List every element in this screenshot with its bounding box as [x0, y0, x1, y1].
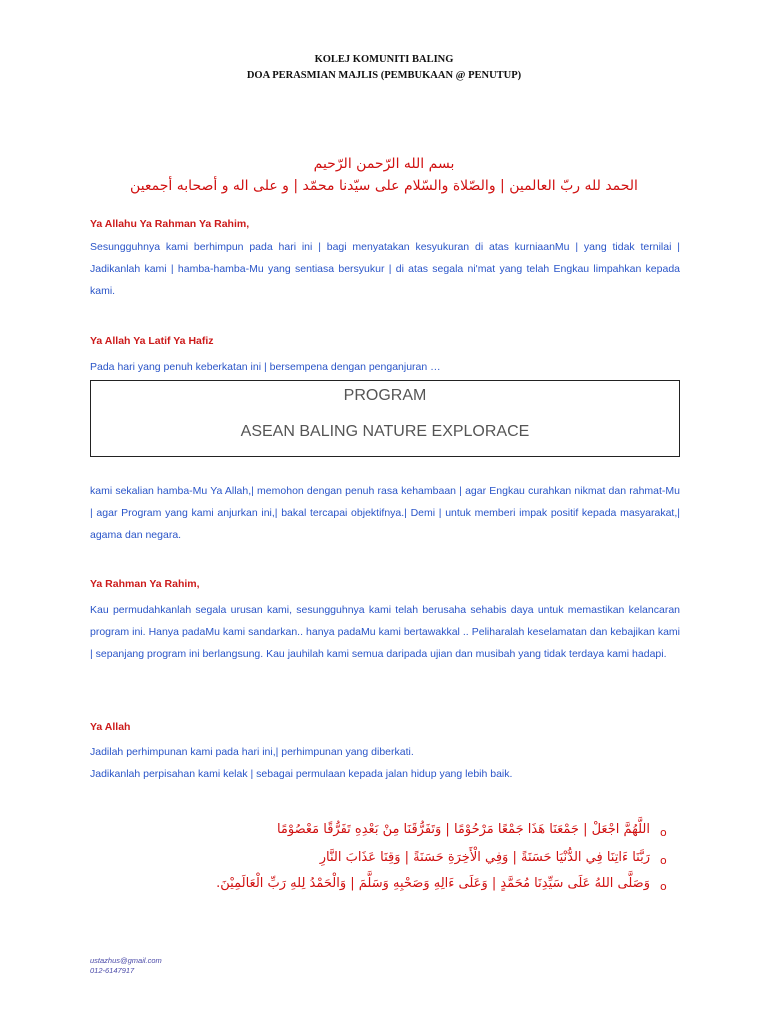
closing-dua-3: وَصَلَّى اللهُ عَلَى سَيِّدِنَا مُحَمَّدٍ | وَعَلَى ءَالِهِ وَصَحْبِهِ وَسَلَّمَ | وَالْحَمْدُ لِلهِ رَبِّ الْعَالَمِيْنَ. — [216, 876, 650, 891]
bullet-icon: o — [660, 826, 667, 839]
program-label: PROGRAM — [343, 387, 427, 404]
section4-line1: Jadilah perhimpunan kami pada hari ini,| perhimpunan yang diberkati. — [90, 746, 414, 758]
footer-email: ustazhus@gmail.com — [90, 956, 162, 965]
closing-dua-2: رَبَّنَا ءَاتِنَا فِي الدُّنْيَا حَسَنَةً | وَفِي الْأَخِرَةِ حَسَنَةً | وَقِنَا عَذَابَ النَّارِ — [319, 850, 650, 865]
section1-heading: Ya Allahu Ya Rahman Ya Rahim, — [90, 218, 250, 230]
bullet-icon: o — [660, 854, 667, 867]
college-name: KOLEJ KOMUNITI BALING — [314, 54, 454, 65]
after-box-text: kami sekalian hamba-Mu Ya Allah,| memohon dengan penuh rasa kehambaan | agar Engkau curahkan nikmat dan rahmat-Mu | agar Program yang kami anjurkan ini,| bakal tercapai objektifnya.| Demi | untuk memberi impak positif kepada masyarakat,| agama dan negara. — [90, 485, 680, 541]
basmala: بسم الله الرّحمن الرّحيم — [313, 156, 455, 172]
document-title: DOA PERASMIAN MAJLIS (PEMBUKAAN @ PENUTUP) — [246, 70, 522, 81]
section2-text: Pada hari yang penuh keberkatan ini | bersempena dengan penganjuran … — [90, 361, 441, 373]
section4-text — [90, 741, 680, 785]
section4-line2: Jadikanlah perpisahan kami kelak | sebagai permulaan kepada jalan hidup yang lebih baik. — [90, 768, 513, 780]
hamdalah: الحمد لله ربّ العالمين | والصّلاة والسّلام على سيّدنا محمّد | و على اله و أصحابه أجمعين — [130, 178, 638, 194]
closing-dua-1: اللَّهُمَّ اجْعَلْ | جَمْعَنَا هَذَا جَمْعًا مَرْحُوْمًا | وَتَفَرُّقَنَا مِنْ بَعْدِهِ تَفَرُّقًا مَعْصُوْمًا — [276, 822, 650, 837]
footer-phone: 012-6147917 — [90, 966, 135, 975]
section3-heading: Ya Rahman Ya Rahim, — [90, 578, 200, 590]
section2-heading: Ya Allah Ya Latif Ya Hafiz — [90, 335, 214, 347]
bullet-icon: o — [660, 880, 667, 893]
section3-text: Kau permudahkanlah segala urusan kami, sesungguhnya kami telah berusaha sehabis daya untuk memastikan kelancaran program ini. Hanya padaMu kami sandarkan.. hanya padaMu kami bertawakkal .. Peliharalah keselamatan dan kebajikan kami | sepanjang program ini berlangsung. Kau jauhilah kami semua daripada ujian dan musibah yang tidak terdaya kami hadapi. — [90, 604, 680, 660]
section1-text: Sesungguhnya kami berhimpun pada hari ini | bagi menyatakan kesyukuran di atas kurniaanMu | yang tidak ternilai | Jadikanlah kami | hamba-hamba-Mu yang sentiasa bersyukur | di atas segala ni'mat yang telah Engkau limpahkan kepada kami. — [90, 241, 680, 297]
program-box — [90, 380, 680, 457]
section4-heading: Ya Allah — [90, 721, 131, 733]
program-name: ASEAN BALING NATURE EXPLORACE — [240, 423, 530, 440]
